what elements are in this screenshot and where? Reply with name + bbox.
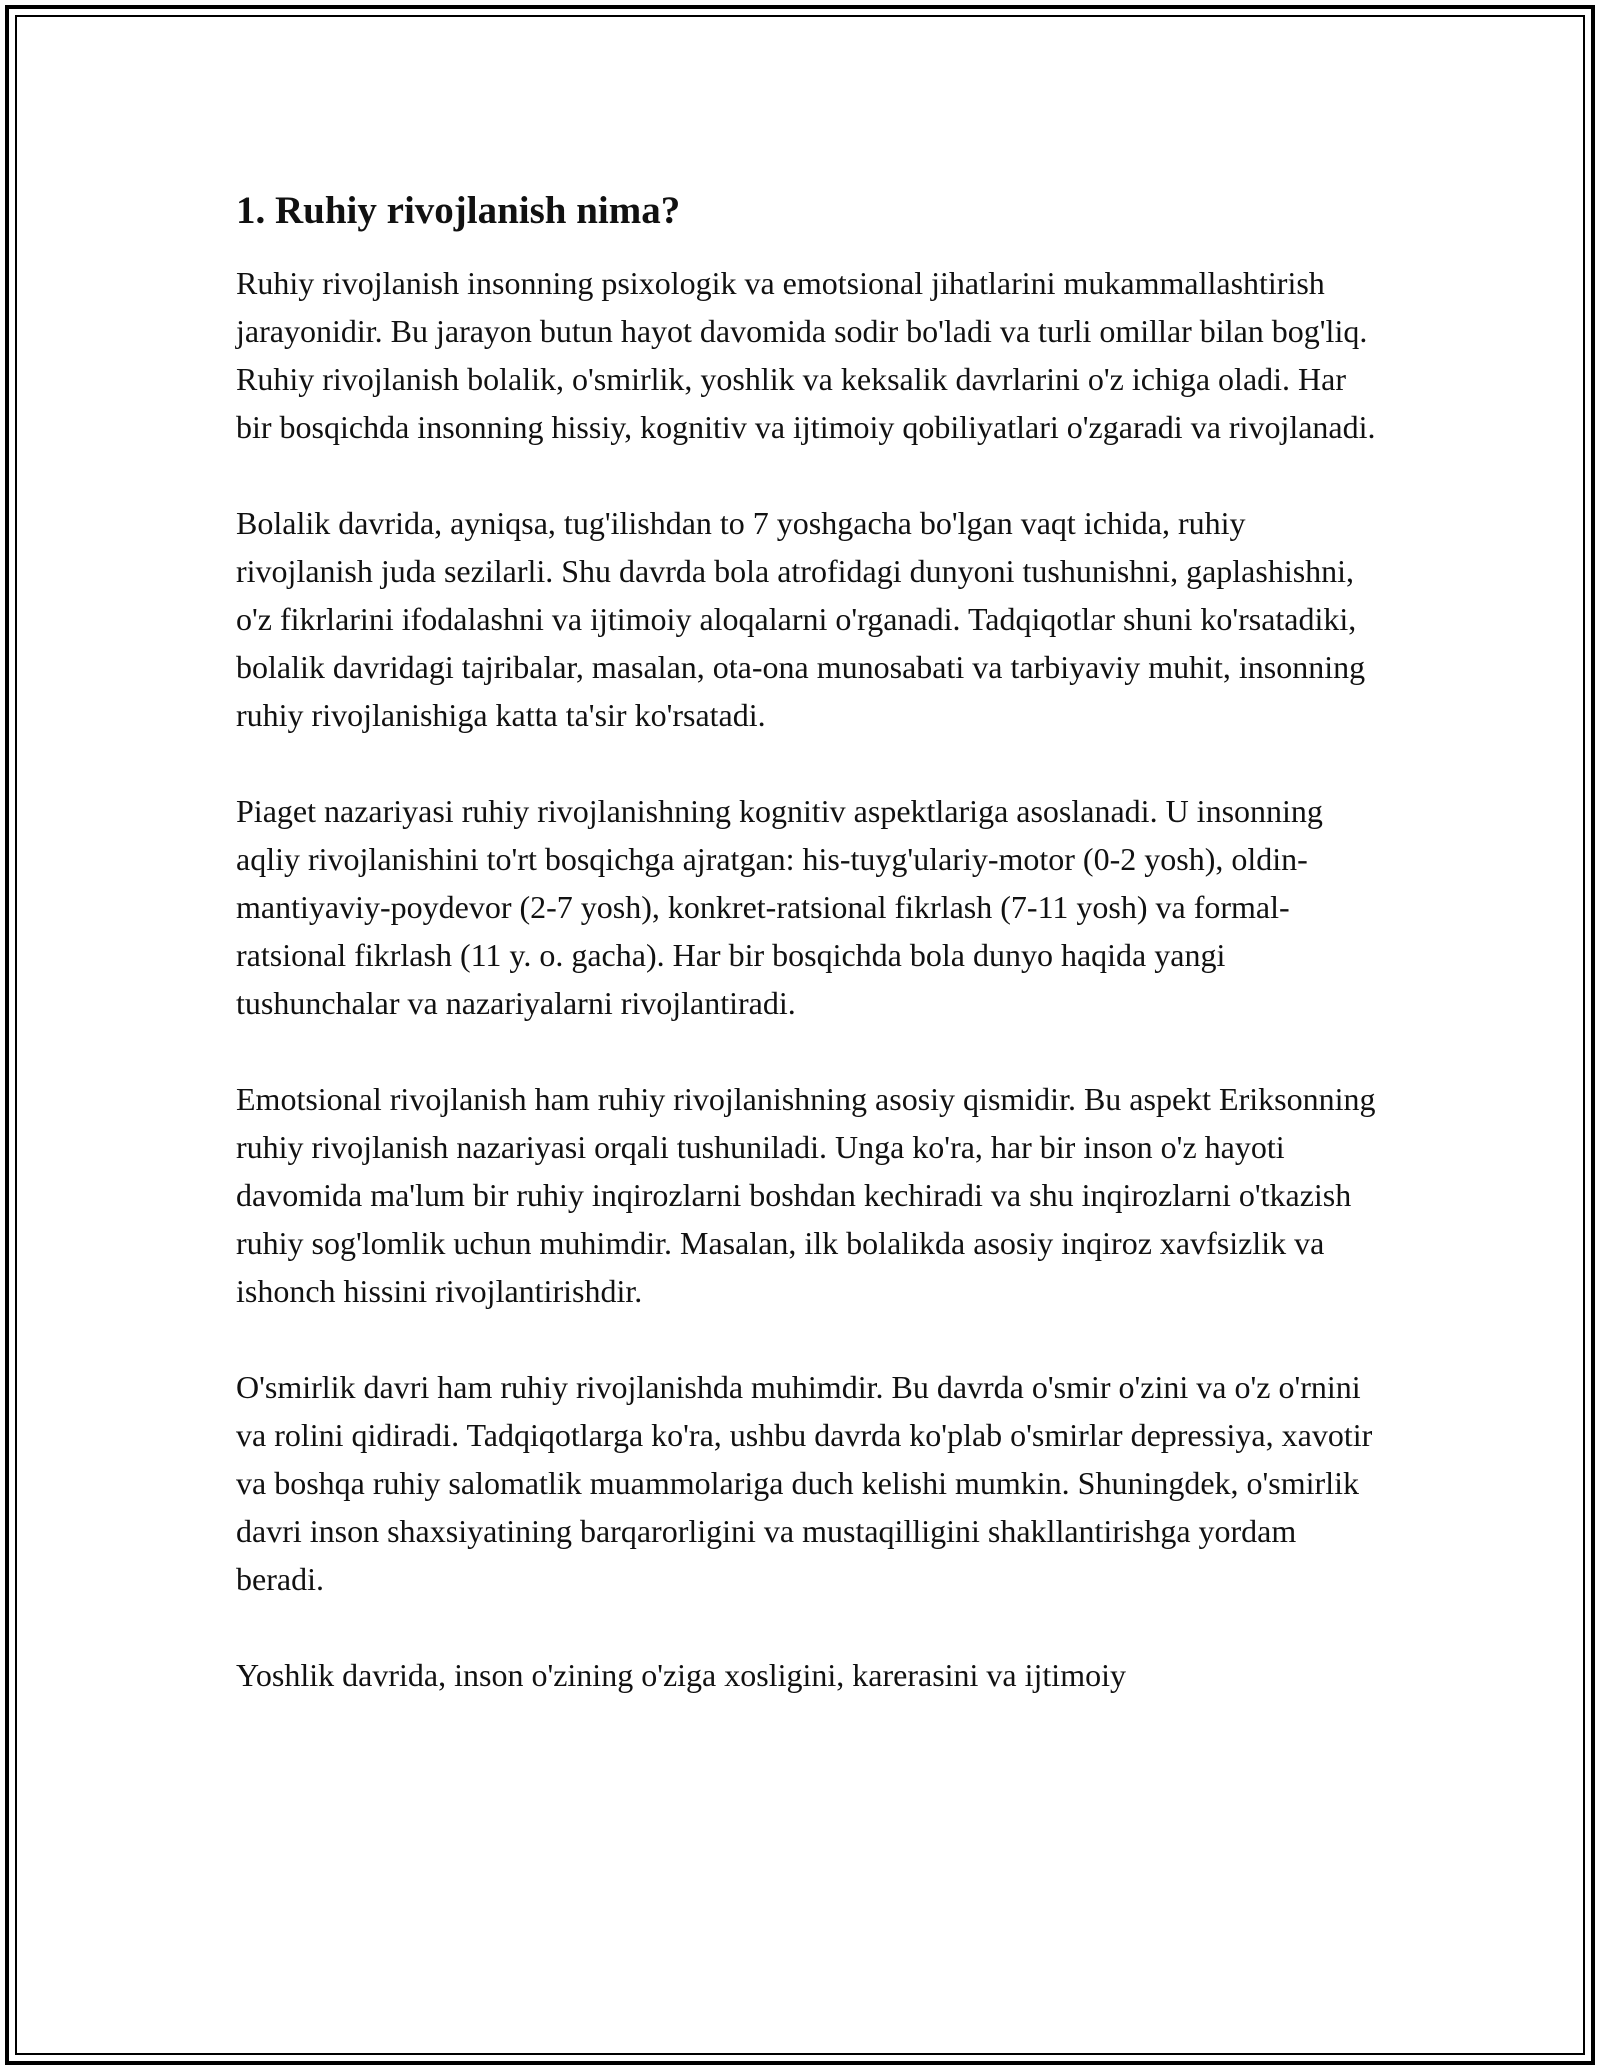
paragraph-4: Emotsional rivojlanish ham ruhiy rivojlanishning asosiy qismidir. Bu aspekt Eriksonning ruhiy rivojlanish nazariyasi orqali tushuniladi. Unga ko'ra, har bir inson o'z hayoti davomida ma'lum bir ruhiy inqirozlarni boshdan kechiradi va shu inqirozlarni o'tkazish ruhiy sog'lomlik uchun muhimdir. Masalan, ilk bolalikda asosiy inqiroz xavfsizlik va ishonch hissini rivojlantirishdir.	[236, 1081, 1376, 1309]
document-body	[236, 185, 1376, 1699]
section-heading: 1. Ruhiy rivojlanish nima?	[236, 189, 681, 232]
paragraph-5: O'smirlik davri ham ruhiy rivojlanishda muhimdir. Bu davrda o'smir o'zini va o'z o'rnini va rolini qidiradi. Tadqiqotlarga ko'ra, ushbu davrda ko'plab o'smirlar depressiya, xavotir va boshqa ruhiy salomatlik muammolariga duch kelishi mumkin. Shuningdek, o'smirlik davri inson shaxsiyatining barqarorligini va mustaqilligini shakllantirishga yordam beradi.	[236, 1369, 1373, 1597]
paragraph-6: Yoshlik davrida, inson o'zining o'ziga xosligini, karerasini va ijtimoiy	[236, 1657, 1126, 1693]
paragraph-3: Piaget nazariyasi ruhiy rivojlanishning kognitiv aspektlariga asoslanadi. U insonning aqliy rivojlanishini to'rt bosqichga ajratgan: his-tuyg'ulariy-motor (0-2 yosh), oldin-mantiyaviy-poydevor (2-7 yosh), konkret-ratsional fikrlash (7-11 yosh) va formal-ratsional fikrlash (11 y. o. gacha). Har bir bosqichda bola dunyo haqida yangi tushunchalar va nazariyalarni rivojlantiradi.	[236, 793, 1323, 1021]
paragraph-1: Ruhiy rivojlanish insonning psixologik va emotsional jihatlarini mukammallashtirish jarayonidir. Bu jarayon butun hayot davomida sodir bo'ladi va turli omillar bilan bog'liq. Ruhiy rivojlanish bolalik, o'smirlik, yoshlik va keksalik davrlarini o'z ichiga oladi. Har bir bosqichda insonning hissiy, kognitiv va ijtimoiy qobiliyatlari o'zgaradi va rivojlanadi.	[236, 265, 1376, 445]
paragraph-2: Bolalik davrida, ayniqsa, tug'ilishdan to 7 yoshgacha bo'lgan vaqt ichida, ruhiy rivojlanish juda sezilarli. Shu davrda bola atrofidagi dunyoni tushunishni, gaplashishni, o'z fikrlarini ifodalashni va ijtimoiy aloqalarni o'rganadi. Tadqiqotlar shuni ko'rsatadiki, bolalik davridagi tajribalar, masalan, ota-ona munosabati va tarbiyaviy muhit, insonning ruhiy rivojlanishiga katta ta'sir ko'rsatadi.	[236, 505, 1366, 733]
